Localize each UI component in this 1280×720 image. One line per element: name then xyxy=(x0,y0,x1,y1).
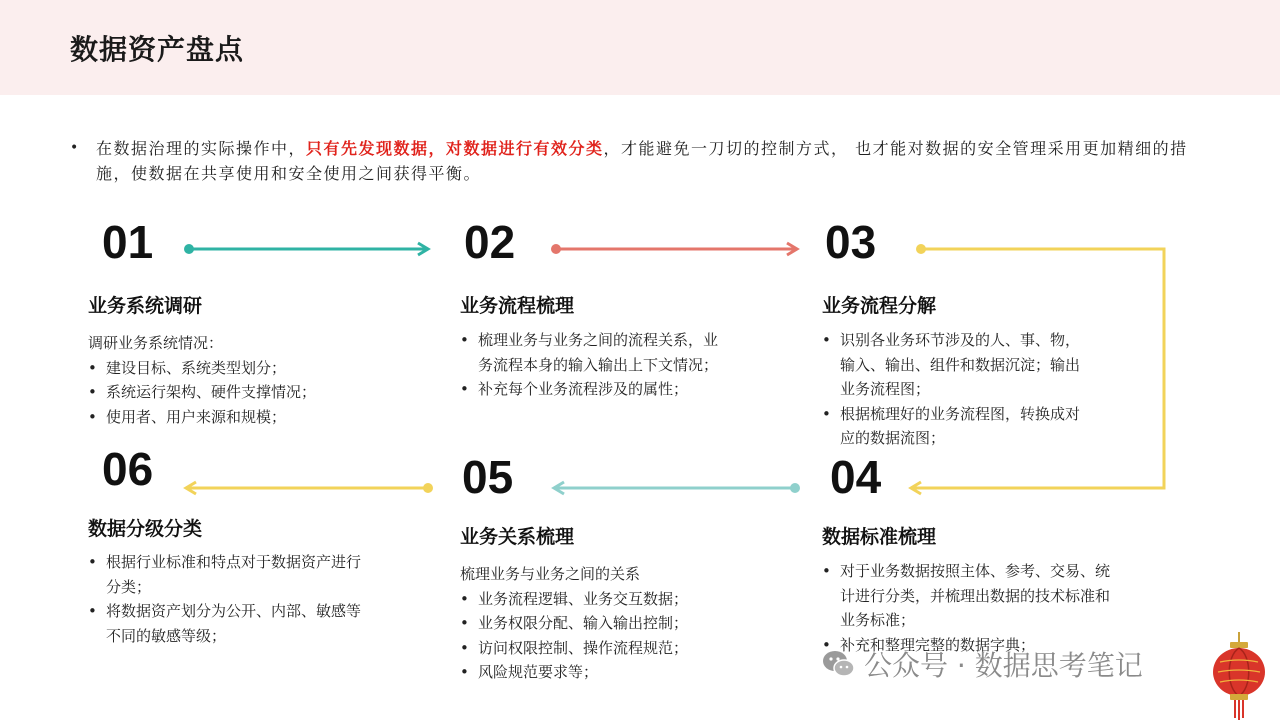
list-item: • 业务权限分配、输入输出控制； xyxy=(460,611,760,636)
step-title-04: 数据标准梳理 xyxy=(822,526,937,548)
step-lead-01: 调研业务系统情况： xyxy=(88,334,224,352)
watermark xyxy=(822,644,1143,684)
step-number-06: 06 xyxy=(102,443,154,495)
step-number-04: 04 xyxy=(830,451,882,503)
list-item: • 对于业务数据按照主体、参考、交易、统计进行分类，并梳理出数据的技术标准和业务标准； xyxy=(822,559,1112,633)
list-item: • 业务流程逻辑、业务交互数据； xyxy=(460,587,760,612)
list-item: • 根据梳理好的业务流程图，转换成对应的数据流图； xyxy=(822,402,1094,451)
watermark-text: 公众号 · 数据思考笔记 xyxy=(864,649,1143,682)
list-item: • 建设目标、系统类型划分； xyxy=(88,356,388,381)
step-number-03: 03 xyxy=(825,216,877,268)
page-title: 数据资产盘点 xyxy=(70,33,245,66)
list-item: • 梳理业务与业务之间的流程关系，业务流程本身的输入输出上下文情况； xyxy=(460,328,732,377)
step-number-02: 02 xyxy=(464,216,516,268)
step-body-06 xyxy=(88,550,363,648)
arrow-02-03 xyxy=(551,243,797,255)
step-number-05: 05 xyxy=(462,451,514,503)
step-body-04 xyxy=(822,559,1112,657)
list-item: • 识别各业务环节涉及的人、事、物，输入、输出、组件和数据沉淀；输出业务流程图； xyxy=(822,328,1094,402)
list-item: • 补充每个业务流程涉及的属性； xyxy=(460,377,732,402)
intro-part2: ，才能避免一刀切的控制方式， 也才能对数据的安全管理采用更加精细的措施，使数据在共享使用和安全使用之间获得平衡。 xyxy=(96,139,1188,183)
list-item: • 补充和整理完整的数据字典； xyxy=(822,633,1112,658)
list-item: • 系统运行架构、硬件支撑情况； xyxy=(88,380,388,405)
arrow-04-05 xyxy=(554,482,800,494)
step-title-03: 业务流程分解 xyxy=(822,295,937,317)
step-lead-05: 梳理业务与业务之间的关系 xyxy=(460,565,641,583)
intro-part1: 在数据治理的实际操作中， xyxy=(96,139,307,158)
step-title-06: 数据分级分类 xyxy=(88,518,203,540)
step-body-01 xyxy=(88,331,388,429)
step-title-02: 业务流程梳理 xyxy=(460,295,575,317)
step-title-05: 业务关系梳理 xyxy=(460,526,575,548)
list-item: • 风险规范要求等； xyxy=(460,660,760,685)
step-body-05 xyxy=(460,562,760,685)
arrow-05-06 xyxy=(186,482,433,494)
list-item: • 访问权限控制、操作流程规范； xyxy=(460,636,760,661)
step-title-01: 业务系统调研 xyxy=(88,295,203,317)
step-number-01: 01 xyxy=(102,216,154,268)
intro-bullet: • xyxy=(70,140,79,156)
header-band xyxy=(0,0,1280,95)
list-item: • 根据行业标准和特点对于数据资产进行分类； xyxy=(88,550,363,599)
intro-highlight: 只有先发现数据，对数据进行有效分类 xyxy=(306,139,604,158)
step-body-02 xyxy=(460,328,732,402)
lantern-icon xyxy=(1208,632,1270,720)
list-item: • 使用者、用户来源和规模； xyxy=(88,405,388,430)
wechat-icon xyxy=(822,649,856,679)
intro-text xyxy=(70,136,1220,186)
intro-paragraph xyxy=(70,136,1220,186)
arrow-01-02 xyxy=(184,243,428,255)
step-body-03 xyxy=(822,328,1094,451)
list-item: • 将数据资产划分为公开、内部、敏感等不同的敏感等级； xyxy=(88,599,363,648)
